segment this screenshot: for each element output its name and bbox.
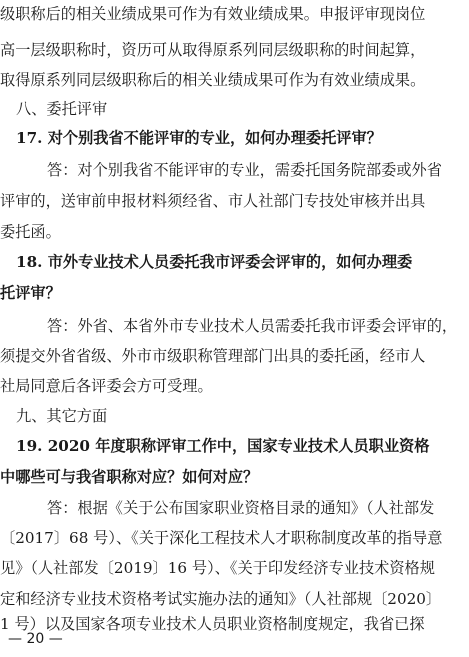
question-19-line: 19. 2020 年度职称评审工作中，国家专业技术人员职业资格 <box>16 437 430 455</box>
answer-17-line: 委托函。 <box>0 223 61 241</box>
section-heading-8: 八、委托评审 <box>16 100 108 118</box>
answer-19-line: 〔2017〕68 号）、《关于深化工程技术人才职称制度改革的指导意 <box>0 529 443 547</box>
question-18-line: 18. 市外专业技术人员委托我市评委会评审的，如何办理委 <box>16 253 413 271</box>
answer-19-line: 见》（人社部发〔2019〕16 号）、《关于印发经济专业技术资格规 <box>0 559 435 577</box>
answer-17-line: 评审的，送审前申报材料须经省、市人社部门专技处审核并出具 <box>0 192 426 210</box>
paragraph-line: 高一层级职称时，资历可从取得原系列同层级职称的时间起算， <box>0 41 426 59</box>
answer-19-line: 答：根据《关于公布国家职业资格目录的通知》（人社部发 <box>47 499 435 517</box>
answer-18-line: 答：外省、本省外市专业技术人员需委托我市评委会评审的， <box>47 317 458 335</box>
paragraph-line: 级职称后的相关业绩成果可作为有效业绩成果。申报评审现岗位 <box>0 5 426 23</box>
paragraph-line: 取得原系列同层级职称后的相关业绩成果可作为有效业绩成果。 <box>0 71 426 89</box>
answer-19-line: 1 号）以及国家各项专业技术人员职业资格制度规定，我省已探 <box>0 615 425 633</box>
section-heading-9: 九、其它方面 <box>16 407 108 425</box>
question-18-line: 托评审？ <box>0 284 61 302</box>
question-19-line: 中哪些可与我省职称对应？如何对应？ <box>0 468 259 486</box>
answer-19-line: 定和经济专业技术资格考试实施办法的通知》（人社部规〔2020〕 <box>0 590 442 608</box>
answer-18-line: 须提交外省省级、外市市级职称管理部门出具的委托函，经市人 <box>0 347 426 365</box>
page-number: — 20 — <box>8 631 63 647</box>
answer-17-line: 答：对个别我省不能评审的专业，需委托国务院部委或外省 <box>47 161 442 179</box>
answer-18-line: 社局同意后各评委会方可受理。 <box>0 377 213 395</box>
question-17: 17. 对个别我省不能评审的专业，如何办理委托评审？ <box>16 129 382 147</box>
